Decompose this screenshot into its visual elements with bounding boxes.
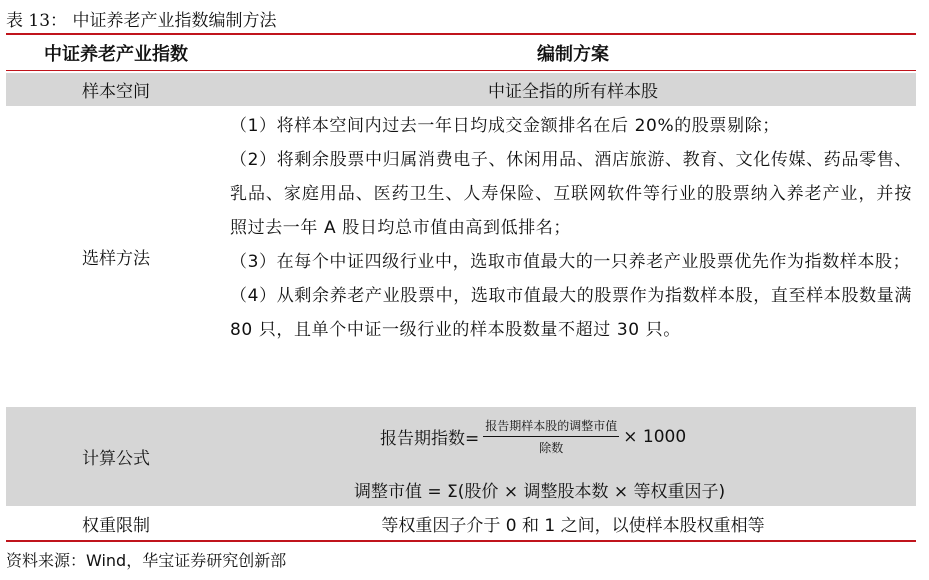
formula-left: 报告期指数= — [380, 429, 480, 449]
index-formula — [380, 417, 686, 456]
selection-step-4: （4）从剩余养老产业股票中，选取市值最大的股票作为指数样本股，直至样本股数量满 80 只，且单个中证一级行业的样本股数量不超过 30 只。 — [230, 286, 912, 340]
source-note: 资料来源：Wind，华宝证券研究创新部 — [6, 551, 287, 570]
formula-multiplier: × 1000 — [623, 426, 687, 447]
selection-text — [230, 107, 912, 406]
row-calculation — [6, 407, 916, 506]
fraction-denominator: 除数 — [539, 441, 564, 455]
row-label: 选样方法 — [82, 249, 150, 269]
row-label: 样本空间 — [82, 82, 150, 102]
header-col2: 编制方案 — [537, 44, 609, 65]
fraction — [483, 417, 619, 456]
selection-step-3: （3）在每个中证四级行业中，选取市值最大的一只养老产业股票优先作为指数样本股； — [230, 252, 911, 272]
row-selection — [6, 107, 916, 406]
row-weight-limit — [6, 507, 916, 540]
row-sample-space — [6, 73, 916, 106]
selection-step-2: （2）将剩余股票中归属消费电子、休闲用品、酒店旅游、教育、文化传媒、药品零售、乳品、家庭用品、医药卫生、人寿保险、互联网软件等行业的股票纳入养老产业，并按照过去一年 A 股日均总市值由高到低排名； — [230, 150, 912, 238]
bottom-rule — [6, 540, 916, 542]
selection-step-1: （1）将样本空间内过去一年日均成交金额排名在后 20%的股票剔除； — [230, 116, 780, 136]
top-rule — [6, 33, 916, 35]
formula-cell — [230, 407, 916, 506]
row-label: 计算公式 — [82, 449, 150, 469]
row-value: 中证全指的所有样本股 — [488, 82, 658, 102]
row-value: 等权重因子介于 0 和 1 之间，以使样本股权重相等 — [381, 516, 765, 536]
adjusted-cap-formula: 调整市值 = Σ(股价 × 调整股本数 × 等权重因子) — [354, 482, 726, 502]
row-label: 权重限制 — [82, 516, 150, 536]
table-caption: 表 13： 中证养老产业指数编制方法 — [6, 11, 277, 31]
header-rule — [6, 70, 916, 71]
fraction-numerator: 报告期样本股的调整市值 — [483, 417, 619, 437]
header-col1: 中证养老产业指数 — [44, 44, 188, 65]
